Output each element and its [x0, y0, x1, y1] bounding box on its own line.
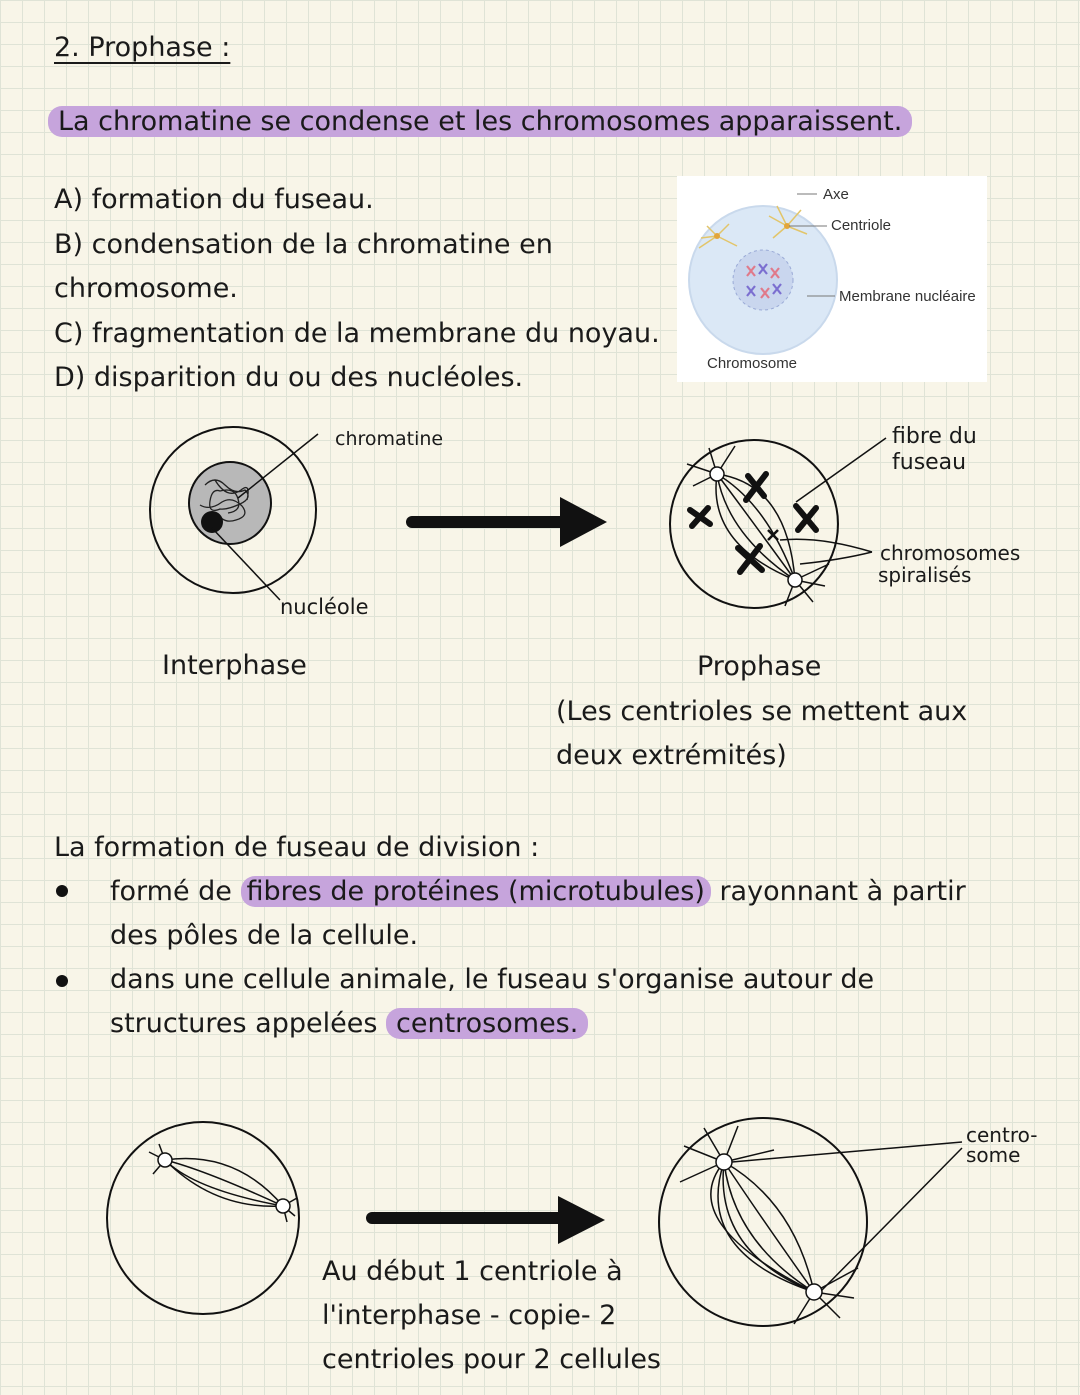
bullet-icon	[56, 885, 68, 897]
step-c: C) fragmentation de la membrane du noyau.	[54, 318, 660, 349]
centriole-note-2: l'interphase - copie- 2	[322, 1300, 617, 1331]
label-centriole: Centriole	[831, 217, 892, 234]
prophase-note-2: deux extrémités)	[556, 740, 787, 771]
label-chromosomes-2: spiralisés	[878, 563, 972, 587]
prophase-cell	[670, 438, 886, 608]
label-nucleole: nucléole	[280, 595, 369, 619]
step-d: D) disparition du ou des nucléoles.	[54, 362, 524, 393]
early-spindle-cell	[107, 1122, 299, 1314]
label-chromosomes-1: chromosomes	[880, 541, 1021, 565]
label-centrosome-1: centro-	[966, 1123, 1038, 1147]
highlight-sentence: La chromatine se condense et les chromosomes apparaissent.	[48, 100, 912, 144]
label-fibre-2: fuseau	[892, 450, 967, 475]
label-fibre-1: fibre du	[892, 424, 977, 449]
interphase-caption: Interphase	[162, 650, 307, 681]
label-axe: Axe	[823, 186, 849, 203]
centriole-note-1: Au début 1 centriole à	[322, 1256, 623, 1287]
step-a: A) formation du fuseau.	[54, 184, 374, 215]
label-centrosome-2: some	[966, 1143, 1021, 1167]
centriole-note-3: centrioles pour 2 cellules	[322, 1344, 662, 1375]
fuseau-bullet-1-cont: des pôles de la cellule.	[110, 920, 419, 951]
centrosome-cell	[659, 1118, 962, 1326]
fuseau-heading: La formation de fuseau de division :	[54, 832, 540, 863]
label-membrane: Membrane nucléaire	[839, 288, 976, 305]
label-chromosome: Chromosome	[707, 355, 798, 372]
step-b-cont: chromosome.	[54, 273, 238, 304]
arrow-right-icon	[372, 1196, 605, 1244]
arrow-right-icon	[412, 497, 607, 547]
bullet-icon	[56, 975, 68, 987]
fuseau-bullet-1: formé de fibres de protéines (microtubules) rayonnant à partir	[110, 876, 966, 907]
fuseau-bullet-2-cont: structures appelées centrosomes.	[110, 1002, 588, 1046]
interphase-cell	[150, 427, 318, 600]
prophase-note-1: (Les centrioles se mettent aux	[556, 696, 968, 727]
step-b: B) condensation de la chromatine en	[54, 229, 553, 260]
prophase-reference-figure	[677, 176, 987, 382]
section-title: 2. Prophase :	[54, 32, 231, 63]
label-chromatine: chromatine	[335, 428, 444, 450]
fuseau-bullet-2: dans une cellule animale, le fuseau s'organise autour de	[110, 964, 875, 995]
prophase-caption: Prophase	[697, 651, 822, 682]
